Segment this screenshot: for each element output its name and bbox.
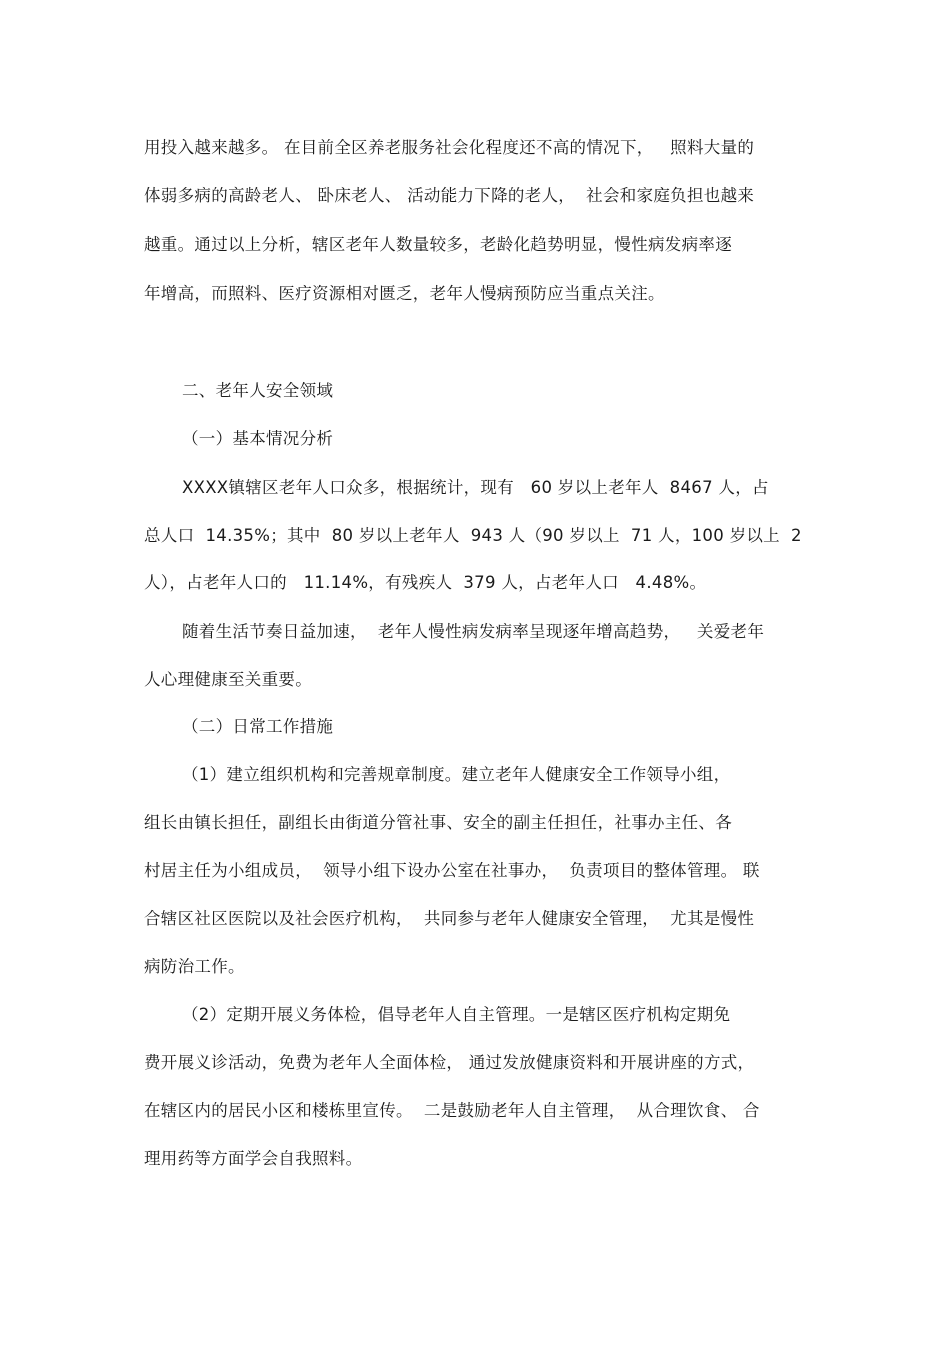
body-text-line: 人），占老年人口的 11.14%，有残疾人 379 人，占老年人口 4.48%。 xyxy=(144,573,707,592)
body-text-line: 总人口 14.35%；其中 80 岁以上老年人 943 人（90 岁以上 71 人，100 岁以上 2 xyxy=(144,526,802,545)
body-text-line: 人心理健康至关重要。 xyxy=(144,670,312,689)
body-text-line: 组长由镇长担任，副组长由街道分管社事、安全的副主任担任，社事办主任、各 xyxy=(144,813,732,832)
body-text-line: 合辖区社区医院以及社会医疗机构， 共同参与老年人健康安全管理， 尤其是慢性 xyxy=(144,909,755,928)
body-text-line: 理用药等方面学会自我照料。 xyxy=(144,1149,363,1168)
subsection-heading: （二）日常工作措施 xyxy=(182,717,334,736)
section-heading: 二、老年人安全领域 xyxy=(182,381,334,400)
body-text-line: XXXX镇辖区老年人口众多，根据统计，现有 60 岁以上老年人 8467 人，占 xyxy=(182,478,769,497)
body-text-line: （1）建立组织机构和完善规章制度。建立老年人健康安全工作领导小组， xyxy=(182,765,731,784)
body-text-line: 在辖区内的居民小区和楼栋里宣传。 二是鼓励老年人自主管理， 从合理饮食、 合 xyxy=(144,1101,760,1120)
body-text-line: 随着生活节奏日益加速， 老年人慢性病发病率呈现逐年增高趋势， 关爱老年 xyxy=(182,622,765,641)
body-text-line: 病防治工作。 xyxy=(144,957,245,976)
body-text-line: 费开展义诊活动，免费为老年人全面体检， 通过发放健康资料和开展讲座的方式， xyxy=(144,1053,755,1072)
body-text-line: 用投入越来越多。 在目前全区养老服务社会化程度还不高的情况下， 照料大量的 xyxy=(144,138,755,157)
body-text-line: 越重。通过以上分析，辖区老年人数量较多，老龄化趋势明显，慢性病发病率逐 xyxy=(144,235,732,254)
subsection-heading: （一）基本情况分析 xyxy=(182,429,334,448)
body-text-line: 村居主任为小组成员， 领导小组下设办公室在社事办， 负责项目的整体管理。 联 xyxy=(144,861,760,880)
body-text-line: （2）定期开展义务体检，倡导老年人自主管理。一是辖区医疗机构定期免 xyxy=(182,1005,731,1024)
body-text-line: 年增高，而照料、医疗资源相对匮乏，老年人慢病预防应当重点关注。 xyxy=(144,284,665,303)
body-text-line: 体弱多病的高龄老人、 卧床老人、 活动能力下降的老人， 社会和家庭负担也越来 xyxy=(144,186,755,205)
